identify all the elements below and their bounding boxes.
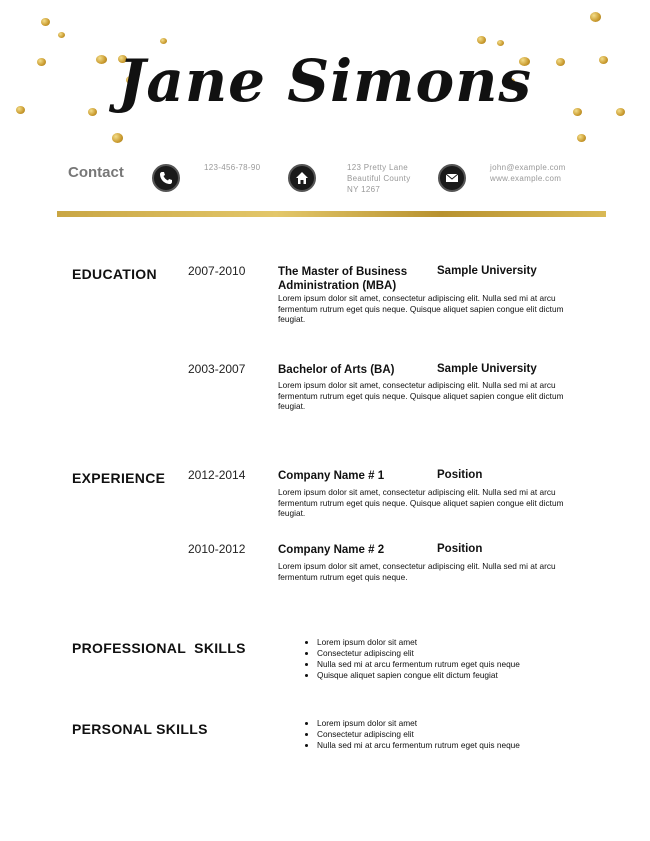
experience-company-1: Company Name # 1 [278, 470, 385, 482]
contact-email[interactable]: john@example.com [490, 163, 566, 172]
list-item: • Lorem ipsum dolor sit amet [317, 718, 520, 729]
contact-address [347, 162, 411, 195]
mail-icon [438, 164, 466, 192]
address-line-1: 123 Pretty Lane [347, 163, 408, 172]
home-icon [288, 164, 316, 192]
education-year-2: 2003-2007 [188, 362, 246, 376]
experience-position-2: Position [437, 543, 483, 555]
experience-heading: EXPERIENCE [72, 470, 166, 486]
experience-year-1: 2012-2014 [188, 468, 246, 482]
experience-desc-2: Lorem ipsum dolor sit amet, consectetur adipiscing elit. Nulla sed mi at arcu fermentum rutrum eget quis neque. [278, 561, 556, 582]
education-degree-2: Bachelor of Arts (BA) [278, 364, 395, 376]
education-heading: EDUCATION [72, 266, 157, 282]
resume-name: Jane Simons [117, 47, 533, 115]
list-item: • Quisque aliquet sapien congue elit dictum feugiat [317, 670, 520, 681]
contact-website[interactable]: www.example.com [490, 174, 562, 183]
education-desc-1: Lorem ipsum dolor sit amet, consectetur adipiscing elit. Nulla sed mi at arcu fermentum rutrum eget quis neque. Quisque aliquet sapien congue elit dictum feugiat. [278, 293, 564, 324]
experience-desc-1: Lorem ipsum dolor sit amet, consectetur adipiscing elit. Nulla sed mi at arcu fermentum rutrum eget quis neque. Quisque aliquet sapien congue elit dictum feugiat. [278, 487, 564, 518]
professional-skills-heading: PROFESSIONAL SKILLS [72, 640, 246, 656]
list-item: • Nulla sed mi at arcu fermentum rutrum eget quis neque [317, 740, 520, 751]
professional-skills-list [300, 637, 520, 681]
list-item: • Consectetur adipiscing elit [317, 729, 520, 740]
contact-phone: 123-456-78-90 [204, 163, 261, 172]
gold-divider [57, 211, 606, 217]
experience-year-2: 2010-2012 [188, 542, 246, 556]
education-school-2: Sample University [437, 363, 537, 375]
list-item: • Consectetur adipiscing elit [317, 648, 520, 659]
personal-skills-list [300, 718, 520, 751]
education-school-1: Sample University [437, 265, 537, 277]
address-line-3: NY 1267 [347, 185, 381, 194]
list-item: • Lorem ipsum dolor sit amet [317, 637, 520, 648]
education-year-1: 2007-2010 [188, 264, 246, 278]
phone-icon [152, 164, 180, 192]
experience-company-2: Company Name # 2 [278, 544, 385, 556]
contact-label: Contact [68, 164, 124, 181]
experience-position-1: Position [437, 469, 483, 481]
education-desc-2: Lorem ipsum dolor sit amet, consectetur adipiscing elit. Nulla sed mi at arcu fermentum rutrum eget quis neque. Quisque aliquet sapien congue elit dictum feugiat. [278, 380, 564, 411]
address-line-2: Beautiful County [347, 174, 411, 183]
contact-online [490, 162, 566, 184]
list-item: • Nulla sed mi at arcu fermentum rutrum eget quis neque [317, 659, 520, 670]
personal-skills-heading: PERSONAL SKILLS [72, 721, 208, 737]
education-degree-1: The Master of Business Administration (MBA) [278, 266, 408, 292]
